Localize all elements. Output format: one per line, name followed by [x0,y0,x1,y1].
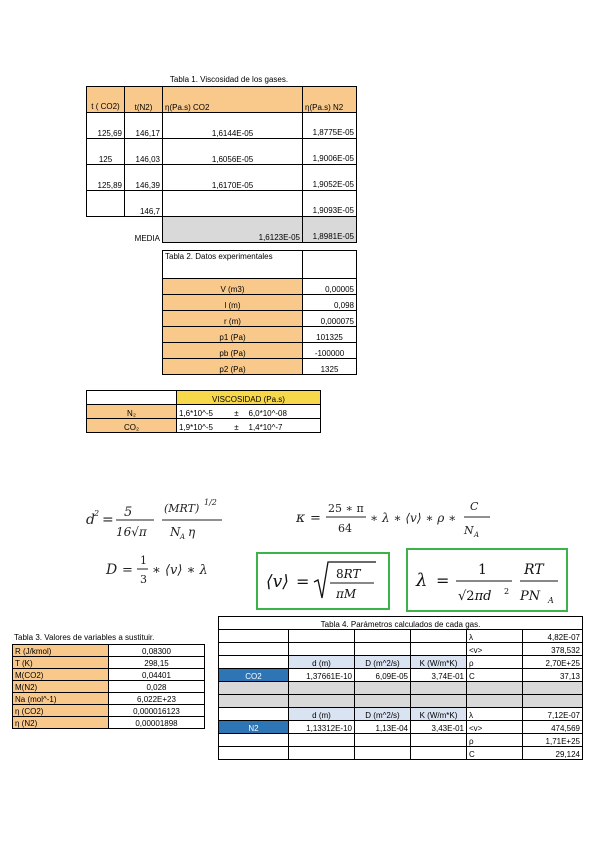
cell: V (m3) [163,279,303,295]
cell [219,630,289,643]
cell [355,643,411,656]
cell: 6,09E-05 [355,669,411,682]
svg-text:=: = [122,563,133,578]
svg-text:1: 1 [140,554,147,567]
table-row [87,165,357,191]
formula-conductivity [294,492,534,542]
table2-title: Tabla 2. Datos experimentales [163,251,303,279]
cell [289,747,355,760]
cell: r (m) [163,311,303,327]
cell [467,695,523,708]
cell: 1,6056E-05 [163,139,303,165]
table-row [163,311,357,327]
cell: 0,00005 [303,279,357,295]
cell: 1325 [303,359,357,375]
cell: η (N2) [13,717,109,729]
table-row [163,343,357,359]
svg-text:d: d [86,512,95,528]
table-row [13,705,205,717]
cell: ρ [467,734,523,747]
svg-text:1/2: 1/2 [204,498,217,507]
cell: 1,6170E-05 [163,165,303,191]
svg-text:πM: πM [336,587,357,601]
svg-text:25 ∗ π: 25 ∗ π [328,502,364,515]
cell: 1,9052E-05 [303,165,357,191]
cell [355,734,411,747]
svg-text:λ: λ [416,570,428,591]
svg-text:∗ ⟨v⟩ ∗ λ: ∗ ⟨v⟩ ∗ λ [152,563,208,578]
svg-text:A: A [180,533,186,541]
cell [219,643,289,656]
cell: 1,6144E-05 [163,113,303,139]
svg-text:1: 1 [478,562,487,578]
table-row [163,359,357,375]
table-row [219,682,583,695]
cell [355,630,411,643]
table4-title: Tabla 4. Parámetros calculados de cada gas. [219,617,583,630]
header-K: K (W/m*K) [411,708,467,721]
cell [219,747,289,760]
table-row [13,693,205,705]
table-row [13,717,205,729]
cell: 2,70E+25 [523,656,583,669]
cell: pb (Pa) [163,343,303,359]
svg-text:=: = [102,512,114,528]
cell: 6,0*10^-08 [247,405,321,419]
cell [467,682,523,695]
table4-n2-header [219,708,583,721]
svg-text:=: = [296,572,310,591]
cell [411,695,467,708]
svg-text:C: C [470,500,479,513]
cell: ± [227,405,247,419]
cell: 1,9*10^-5 [177,419,227,433]
table-row [87,405,321,419]
cell [411,630,467,643]
table4-co2-row [219,669,583,682]
cell: 146,17 [125,113,163,139]
cell [523,695,583,708]
svg-text:2: 2 [94,509,100,518]
cell [289,643,355,656]
table4 [218,616,583,760]
svg-text:PN: PN [520,589,541,604]
cell: 1,9006E-05 [303,139,357,165]
cell: Na (mol^-1) [13,693,109,705]
cell: 298,15 [109,657,205,669]
cell [219,695,289,708]
svg-text:(MRT): (MRT) [164,502,200,515]
header-t-n2: t(N2) [125,87,163,113]
cell: 1,37661E-10 [289,669,355,682]
formula-mean-free-path [408,550,566,610]
cell: l (m) [163,295,303,311]
media-co2: 1,6123E-05 [163,217,303,243]
table-row [219,734,583,747]
cell [219,656,289,669]
gas-label: CO₂ [87,419,177,433]
cell [411,682,467,695]
cell: <v> [467,721,523,734]
cell: 146,03 [125,139,163,165]
cell: 0,000016123 [109,705,205,717]
cell: 37,13 [523,669,583,682]
cell: 0,098 [303,295,357,311]
viscosity-header-label: VISCOSIDAD (Pa.s) [177,391,321,405]
svg-text:64: 64 [338,522,352,535]
cell: 474,569 [523,721,583,734]
cell: <v> [467,643,523,656]
table4-co2-header [219,656,583,669]
formula-mean-free-path-box [406,548,568,612]
table-row [163,327,357,343]
cell: 125,89 [87,165,125,191]
cell [219,734,289,747]
table-row [219,695,583,708]
viscosity-table [86,390,321,433]
table-row [87,419,321,433]
cell: M(CO2) [13,669,109,681]
cell: 1,13E-04 [355,721,411,734]
svg-text:16√π: 16√π [116,525,147,539]
cell: 7,12E-07 [523,708,583,721]
cell: 1,4*10^-7 [247,419,321,433]
cell [411,643,467,656]
formula-diffusion [104,548,234,588]
viscosity-header [87,391,321,405]
cell [411,747,467,760]
table-row [13,657,205,669]
svg-text:N: N [170,525,181,539]
cell: 4,82E-07 [523,630,583,643]
svg-text:D: D [106,562,118,578]
header-eta-co2: η(Pa.s) CO2 [163,87,303,113]
header-D: D (m^2/s) [355,656,411,669]
header-t-co2: t ( CO2) [87,87,125,113]
cell [523,682,583,695]
cell: 1,8775E-05 [303,113,357,139]
cell [355,682,411,695]
gas-label-n2: N2 [219,721,289,734]
table1 [86,86,357,243]
cell: C [467,747,523,760]
cell: λ [467,708,523,721]
cell [87,391,177,405]
cell: C [467,669,523,682]
svg-text:3: 3 [140,573,147,586]
cell: 0,08300 [109,645,205,657]
table-row [219,630,583,643]
cell: 3,43E-01 [411,721,467,734]
header-d: d (m) [289,708,355,721]
cell: 101325 [303,327,357,343]
cell: 29,124 [523,747,583,760]
table-row [87,113,357,139]
table-row [87,191,357,217]
table-row [219,643,583,656]
formula-mean-speed [258,554,388,608]
cell: M(N2) [13,681,109,693]
table3-title: Tabla 3. Valores de variables a sustituir. [14,633,155,642]
svg-text:=: = [436,571,450,590]
header-d: d (m) [289,656,355,669]
cell [355,695,411,708]
svg-text:=: = [310,511,321,526]
media-row [87,217,357,243]
formula-mean-speed-box [256,552,390,610]
cell [303,251,357,279]
media-n2: 1,8981E-05 [303,217,357,243]
cell: p1 (Pa) [163,327,303,343]
cell [219,708,289,721]
table-row [219,747,583,760]
gas-label: N₂ [87,405,177,419]
cell [289,630,355,643]
formula-diameter [84,492,234,542]
cell [219,682,289,695]
table4-title-row [219,617,583,630]
table-row [13,681,205,693]
table-row [163,279,357,295]
cell: 0,00001898 [109,717,205,729]
table-row [13,645,205,657]
cell [289,695,355,708]
header-K: K (W/m*K) [411,656,467,669]
gas-label-co2: CO2 [219,669,289,682]
cell: λ [467,630,523,643]
table1-title: Tabla 1. Viscosidad de los gases. [169,75,289,84]
svg-text:η: η [188,525,196,539]
cell [289,682,355,695]
cell: 1,9093E-05 [303,191,357,217]
table2 [162,250,357,375]
table2-title-row [163,251,357,279]
cell: ± [227,419,247,433]
cell: 125 [87,139,125,165]
cell: 146,7 [125,191,163,217]
table-row [13,669,205,681]
table4-n2-row [219,721,583,734]
table1-header [87,87,357,113]
cell: 0,028 [109,681,205,693]
cell [163,191,303,217]
svg-text:8RT: 8RT [336,567,361,581]
table3 [12,644,205,729]
cell: 125,69 [87,113,125,139]
cell [355,747,411,760]
cell: 0,04401 [109,669,205,681]
svg-text:5: 5 [124,505,133,520]
cell: -100000 [303,343,357,359]
svg-text:N: N [464,524,474,537]
svg-text:RT: RT [524,562,544,578]
cell: p2 (Pa) [163,359,303,375]
header-D: D (m^2/s) [355,708,411,721]
cell: 146,39 [125,165,163,191]
svg-text:2: 2 [504,587,510,596]
cell: 378,532 [523,643,583,656]
svg-text:A: A [474,531,480,539]
cell: 1,6*10^-5 [177,405,227,419]
table-row [163,295,357,311]
svg-text:A: A [548,596,554,605]
cell: ρ [467,656,523,669]
cell: 6,022E+23 [109,693,205,705]
media-label: MEDIA [134,233,160,243]
cell: 0,000075 [303,311,357,327]
cell [289,734,355,747]
cell: 1,13312E-10 [289,721,355,734]
cell: 3,74E-01 [411,669,467,682]
cell: T (K) [13,657,109,669]
svg-text:⟨v⟩: ⟨v⟩ [266,572,289,592]
header-eta-n2: η(Pa.s) N2 [303,87,357,113]
svg-text:∗ λ ∗ ⟨v⟩ ∗ ρ ∗: ∗ λ ∗ ⟨v⟩ ∗ ρ ∗ [370,511,457,525]
table-row [87,139,357,165]
cell [87,191,125,217]
cell [411,734,467,747]
svg-text:√2πd: √2πd [458,589,492,604]
cell: R (J/kmol) [13,645,109,657]
cell: 1,71E+25 [523,734,583,747]
cell: η (CO2) [13,705,109,717]
svg-text:κ: κ [296,510,306,526]
